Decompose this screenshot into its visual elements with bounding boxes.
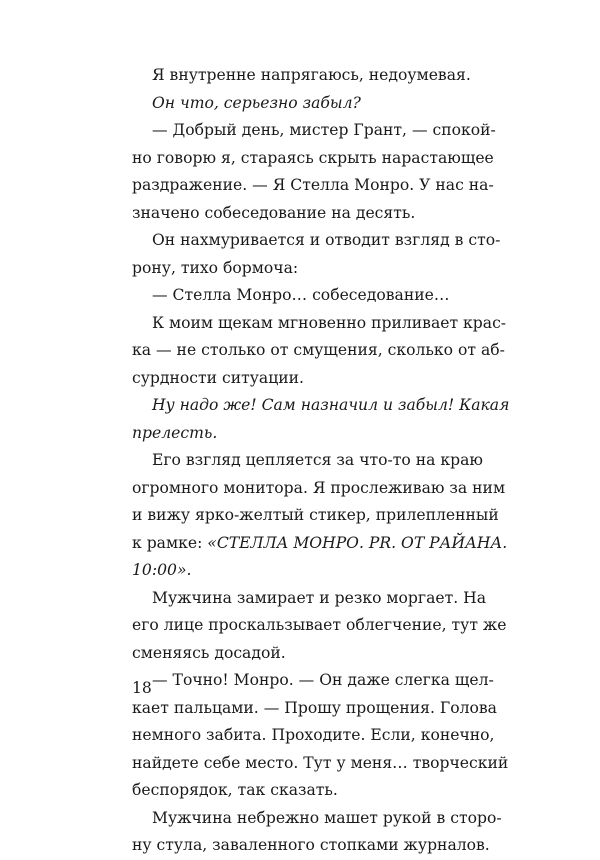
text-line: — Добрый день, мистер Грант, — спокой- bbox=[152, 121, 496, 139]
text-line: раздражение. — Я Стелла Монро. У нас на- bbox=[132, 176, 494, 194]
text-line: Он что, серьезно забыл? bbox=[152, 93, 361, 112]
page-number: 18 bbox=[132, 679, 152, 697]
text-line: Его взгляд цепляется за что-то на краю bbox=[152, 451, 484, 469]
text-line: значено собеседование на десять. bbox=[132, 203, 416, 222]
text-line: его лице проскальзывает облегчение, тут же bbox=[132, 616, 507, 634]
text-line: — Стелла Монро… собеседование… bbox=[152, 286, 450, 304]
text-line: найдете себе место. Тут у меня… творческий bbox=[132, 753, 509, 772]
text-line: огромного монитора. Я прослеживаю за ним bbox=[132, 478, 506, 497]
body-text bbox=[132, 62, 510, 860]
text-line: и вижу ярко-желтый стикер, прилепленный bbox=[132, 506, 499, 524]
text-line: — Точно! Монро. — Он даже слегка щел- bbox=[152, 671, 494, 689]
text-line: сурдности ситуации. bbox=[132, 368, 304, 387]
text-line: кает пальцами. — Прошу прощения. Голова bbox=[132, 698, 497, 717]
text-line: ну стула, заваленного стопками журналов. bbox=[132, 836, 490, 854]
text-line: ка — не столько от смущения, сколько от аб- bbox=[132, 341, 505, 359]
text-line: Он нахмуривается и отводит взгляд в сто- bbox=[152, 231, 501, 249]
text-line: беспорядок, так сказать. bbox=[132, 781, 338, 799]
text-line: Мужчина небрежно машет рукой в сторо- bbox=[152, 808, 502, 827]
text-line: немного забита. Проходите. Если, конечно, bbox=[132, 726, 495, 744]
text-line: к рамке: «СТЕЛЛА МОНРО. PR. ОТ РАЙАНА. bbox=[132, 533, 508, 552]
text-line: но говорю я, стараясь скрыть нарастающее bbox=[132, 148, 494, 167]
text-line: Я внутренне напрягаюсь, недоумевая. bbox=[152, 66, 471, 84]
text-line: К моим щекам мгновенно приливает крас- bbox=[152, 313, 507, 332]
text-line: рону, тихо бормоча: bbox=[132, 258, 299, 277]
text-line: Мужчина замирает и резко моргает. На bbox=[152, 588, 487, 607]
text-line: прелесть. bbox=[132, 423, 218, 442]
text-line: 10:00». bbox=[132, 561, 192, 579]
text-line: сменяясь досадой. bbox=[132, 643, 286, 662]
text-line: Ну надо же! Сам назначил и забыл! Какая bbox=[152, 396, 510, 414]
